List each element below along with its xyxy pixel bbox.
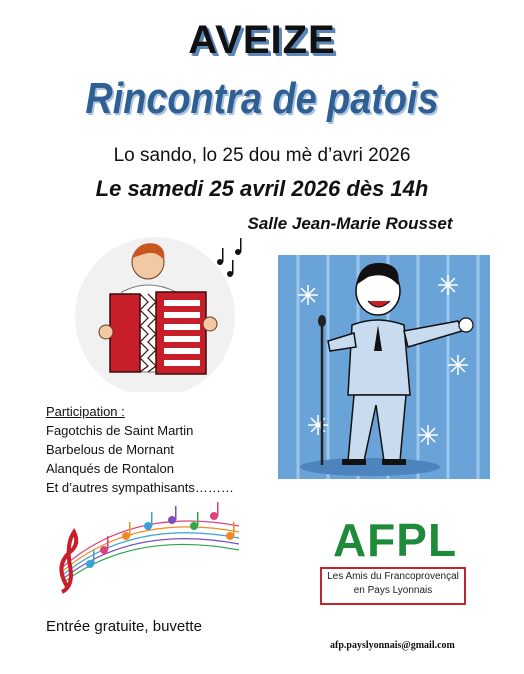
accordion-player-illustration: [60, 232, 260, 392]
player-hand: [99, 325, 113, 339]
afpl-caption-line2: en Pays Lyonnais: [353, 585, 433, 596]
player-hand: [203, 317, 217, 331]
event-title: Rincontra de patois: [85, 74, 439, 123]
participant-group: Fagotchis de Saint Martin: [46, 423, 194, 438]
staff-lines: [64, 521, 239, 582]
singer-shoe: [382, 459, 406, 465]
afpl-caption-line1: Les Amis du Francoprovençal: [327, 571, 459, 582]
singer-jacket: [348, 320, 410, 395]
patois-date: Lo sando, lo 25 dou mè d’avri 2026: [113, 145, 411, 166]
music-notes-small: [217, 238, 242, 277]
participant-group: Barbelous de Mornant: [46, 442, 174, 457]
singer-illustration: [278, 255, 490, 479]
participant-group: Et d’autres sympathisants………: [46, 480, 234, 495]
microphone: [318, 315, 326, 327]
participant-group: Alanqués de Rontalon: [46, 461, 174, 476]
french-date: Le samedi 25 avril 2026 dès 14h: [95, 176, 429, 201]
participation-title: Participation :: [46, 404, 125, 419]
venue: Salle Jean-Marie Rousset: [247, 214, 453, 233]
singer-hand: [459, 318, 473, 332]
afpl-logo: [316, 514, 474, 609]
participation-list: [46, 402, 286, 497]
singer-shoe: [342, 459, 366, 465]
music-notes-illustration: [44, 496, 244, 596]
accordion-left: [110, 294, 140, 372]
entry-info: Entrée gratuite, buvette: [46, 618, 202, 635]
town-title: AVEIZE: [188, 18, 336, 62]
afpl-logo-letters: AFPL: [332, 514, 458, 566]
contact-email: afp.payslyonnais@gmail.com: [330, 640, 455, 651]
